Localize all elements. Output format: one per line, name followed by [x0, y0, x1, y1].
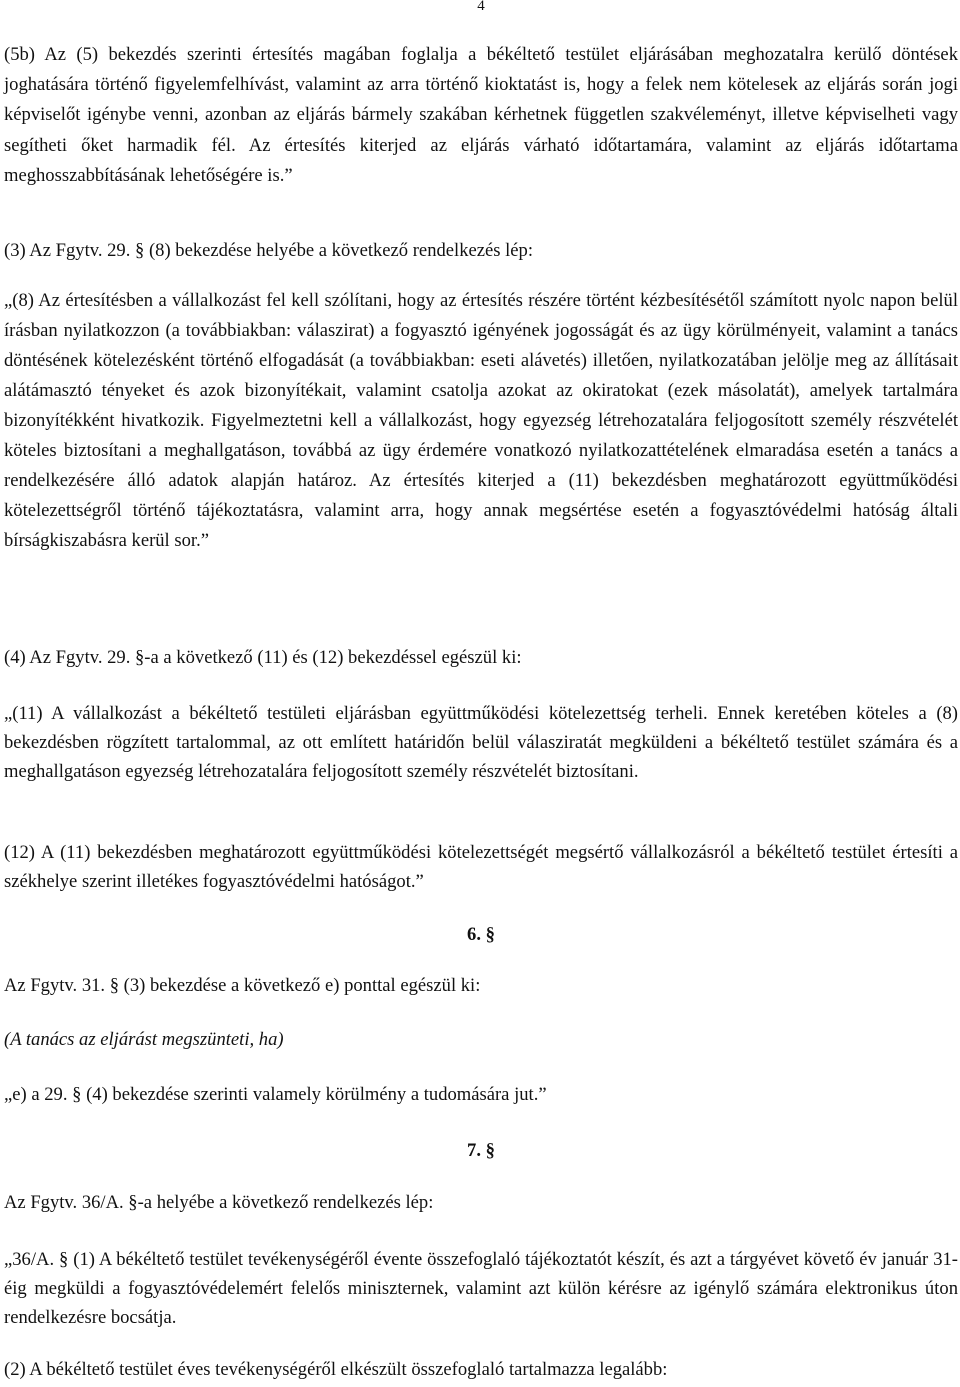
paragraph-italic-intro: (A tanács az eljárást megszünteti, ha) — [4, 1029, 284, 1050]
paragraph-36a-intro: Az Fgytv. 36/A. §-a helyébe a következő rendelkezés lép: — [4, 1192, 434, 1213]
section-heading-7: 7. § — [467, 1140, 495, 1161]
paragraph-36a-2: (2) A békéltető testület éves tevékenységéről elkészült összefoglaló tartalmazza legalább: — [4, 1359, 668, 1380]
paragraph-12: (12) A (11) bekezdésben meghatározott együttműködési kötelezettségét megsértő vállalkozásról a békéltető testület értesíti a székhelye szerint illetékes fogyasztóvédelmi hatóságot.” — [4, 842, 958, 892]
section-heading-6: 6. § — [467, 924, 495, 945]
paragraph-point-e: „e) a 29. § (4) bekezdése szerinti valamely körülmény a tudomására jut.” — [4, 1084, 547, 1105]
paragraph-31: Az Fgytv. 31. § (3) bekezdése a következő e) ponttal egészül ki: — [4, 975, 481, 996]
page-number: 4 — [477, 0, 485, 14]
paragraph-8: „(8) Az értesítésben a vállalkozást fel kell szólítani, hogy az értesítés részére történt kézbesítésétől számított nyolc napon belül írásban nyilatkozzon (a továbbiakban: válaszirat) a fogyasztó igényének jogosságát és az ügy körülményeit, valamint a tanács döntésének kötelezésként történő elfogadását (a továbbiakban: eseti alávetés) illetően, nyilatkozatában jelölje meg az állításait alátámasztó tényeket és azok bizonyítékait, valamint csatolja azokat az okiratokat (ezek másolatát), amelyek tartalmára bizonyítékként hivatkozik. Figyelmeztetni kell a vállalkozást, hogy egyezség létrehozatalára feljogosított személy részvételét köteles biztosítani a meghallgatáson, továbbá az ügy érdemére vonatkozó nyilatkozattételének elmaradása esetén a tanács a rendelkezésére álló adatok alapján határoz. Az értesítés kiterjed a (11) bekezdésben meghatározott együttműködési kötelezettségről történő tájékoztatásra, valamint arra, hogy annak megsértése esetén a fogyasztóvédelmi hatóság általi bírságkiszabásra kerül sor.” — [4, 290, 958, 551]
paragraph-36a-1: „36/A. § (1) A békéltető testület tevékenységéről évente összefoglaló tájékoztatót készít, és azt a tárgyévet követő év január 31-éig megküldi a fogyasztóvédelemért felelős miniszternek, valamint azt külön kérésre az igénylő számára elektronikus úton rendelkezésre bocsátja. — [4, 1249, 958, 1328]
paragraph-11: „(11) A vállalkozást a békéltető testületi eljárásban együttműködési kötelezettség terheli. Ennek keretében köteles a (8) bekezdésben rögzített tartalommal, az ott említett határidőn belül válasziratát megküldeni a békéltető testület számára és a meghallgatáson egyezség létrehozatalára feljogosított személy részvételét biztosítani. — [4, 703, 958, 782]
paragraph-amendment-3: (3) Az Fgytv. 29. § (8) bekezdése helyébe a következő rendelkezés lép: — [4, 240, 534, 261]
document-page — [4, 0, 958, 1387]
paragraph-5b: (5b) Az (5) bekezdés szerinti értesítés magában foglalja a békéltető testület eljárásában meghozatalra kerülő döntések joghatására történő figyelemfelhívást, valamint az arra történő kioktatást is, hogy a felek nem kötelesek az eljárás során jogi képviselőt igénybe venni, azonban az eljárás bármely szakában kérhetnek független szakvéleményt, illetve képviselheti vagy segítheti őket harmadik fél. Az értesítés kiterjed az eljárás várható időtartamára, valamint az eljárás időtartama meghosszabbításának lehetőségére is.” — [4, 44, 958, 186]
paragraph-amendment-4: (4) Az Fgytv. 29. §-a a következő (11) és (12) bekezdéssel egészül ki: — [4, 647, 522, 668]
